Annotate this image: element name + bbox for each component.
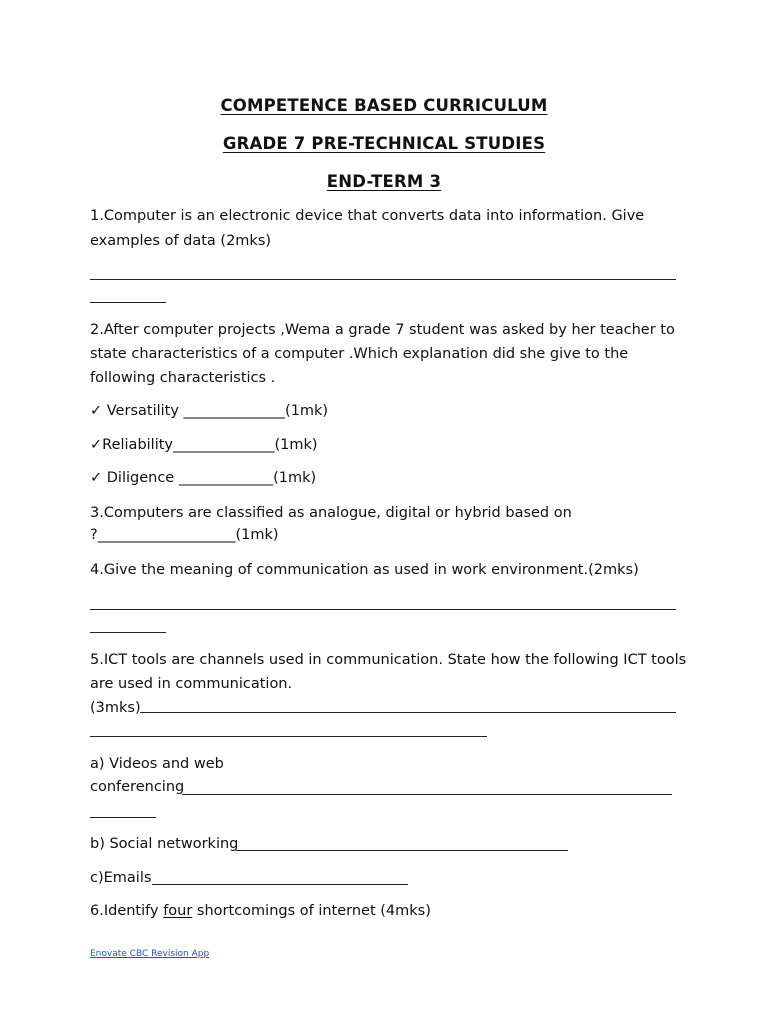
item-blank[interactable]: ______________ (183, 403, 286, 419)
item-blank[interactable]: _____________ (178, 470, 274, 486)
q2-text-line1: 2.After computer projects ,Wema a grade 7 student was asked by her teacher to (90, 322, 675, 338)
q1-text-line1: 1.Computer is an electronic device that converts data into information. Give (90, 208, 645, 224)
title-grade: GRADE 7 PRE-TECHNICAL STUDIES (222, 134, 546, 153)
title-term: END-TERM 3 (326, 172, 442, 191)
q5a-text-line1: a) Videos and web (90, 756, 224, 772)
q6-text (90, 901, 431, 921)
q5c-answer-line[interactable] (152, 884, 408, 885)
q5a-answer-line1[interactable] (182, 794, 672, 795)
q2-item-diligence (90, 468, 316, 488)
q6-emphasis: four (163, 903, 193, 919)
q2-text-line2: state characteristics of a computer .Which explanation did she give to the (90, 346, 629, 362)
title-curriculum: COMPETENCE BASED CURRICULUM (220, 96, 548, 115)
item-label: Versatility (102, 403, 184, 419)
q5-text-line1: 5.ICT tools are channels used in communication. State how the following ICT tools (90, 652, 687, 668)
item-label: Reliability (102, 437, 173, 453)
item-marks: (1mk) (274, 437, 318, 453)
check-icon: ✓ (90, 403, 103, 419)
item-label: Diligence (102, 470, 179, 486)
q1-text-line2: examples of data (2mks) (90, 233, 272, 249)
q2-text-line3: following characteristics . (90, 370, 276, 386)
q3-blank[interactable]: ___________________ (97, 527, 236, 543)
q2-item-versatility (90, 401, 328, 421)
q3-marks: (1mk) (235, 527, 279, 543)
check-icon: ✓ (90, 470, 103, 486)
q3-text-line2 (90, 525, 279, 545)
q5-answer-line2[interactable] (90, 736, 487, 737)
q5a-text-line2: conferencing (90, 779, 185, 795)
q6-suffix: shortcomings of internet (4mks) (192, 903, 431, 919)
q5c-text: c)Emails (90, 870, 152, 886)
q5-text-line2: are used in communication. (90, 676, 293, 692)
q6-prefix: 6.Identify (90, 903, 164, 919)
footer-app-link[interactable]: Enovate CBC Revision App (90, 949, 210, 959)
q5b-text: b) Social networking (90, 836, 239, 852)
check-icon: ✓ (90, 437, 103, 453)
q1-answer-line2[interactable] (90, 302, 166, 303)
item-blank[interactable]: ______________ (173, 437, 275, 453)
q5b-answer-line[interactable] (236, 850, 568, 851)
item-marks: (1mk) (273, 470, 317, 486)
q5-answer-line1[interactable] (140, 712, 676, 713)
q4-answer-line2[interactable] (90, 632, 166, 633)
q2-item-reliability (90, 435, 318, 455)
q4-answer-line1[interactable] (90, 609, 676, 610)
item-marks: (1mk) (285, 403, 329, 419)
q5-text-line3: (3mks) (90, 700, 141, 716)
q4-text: 4.Give the meaning of communication as used in work environment.(2mks) (90, 562, 639, 578)
q3-prefix: ? (90, 527, 98, 543)
q5a-answer-line2[interactable] (90, 817, 156, 818)
q1-answer-line1[interactable] (90, 279, 676, 280)
q3-text-line1: 3.Computers are classified as analogue, digital or hybrid based on (90, 505, 572, 521)
